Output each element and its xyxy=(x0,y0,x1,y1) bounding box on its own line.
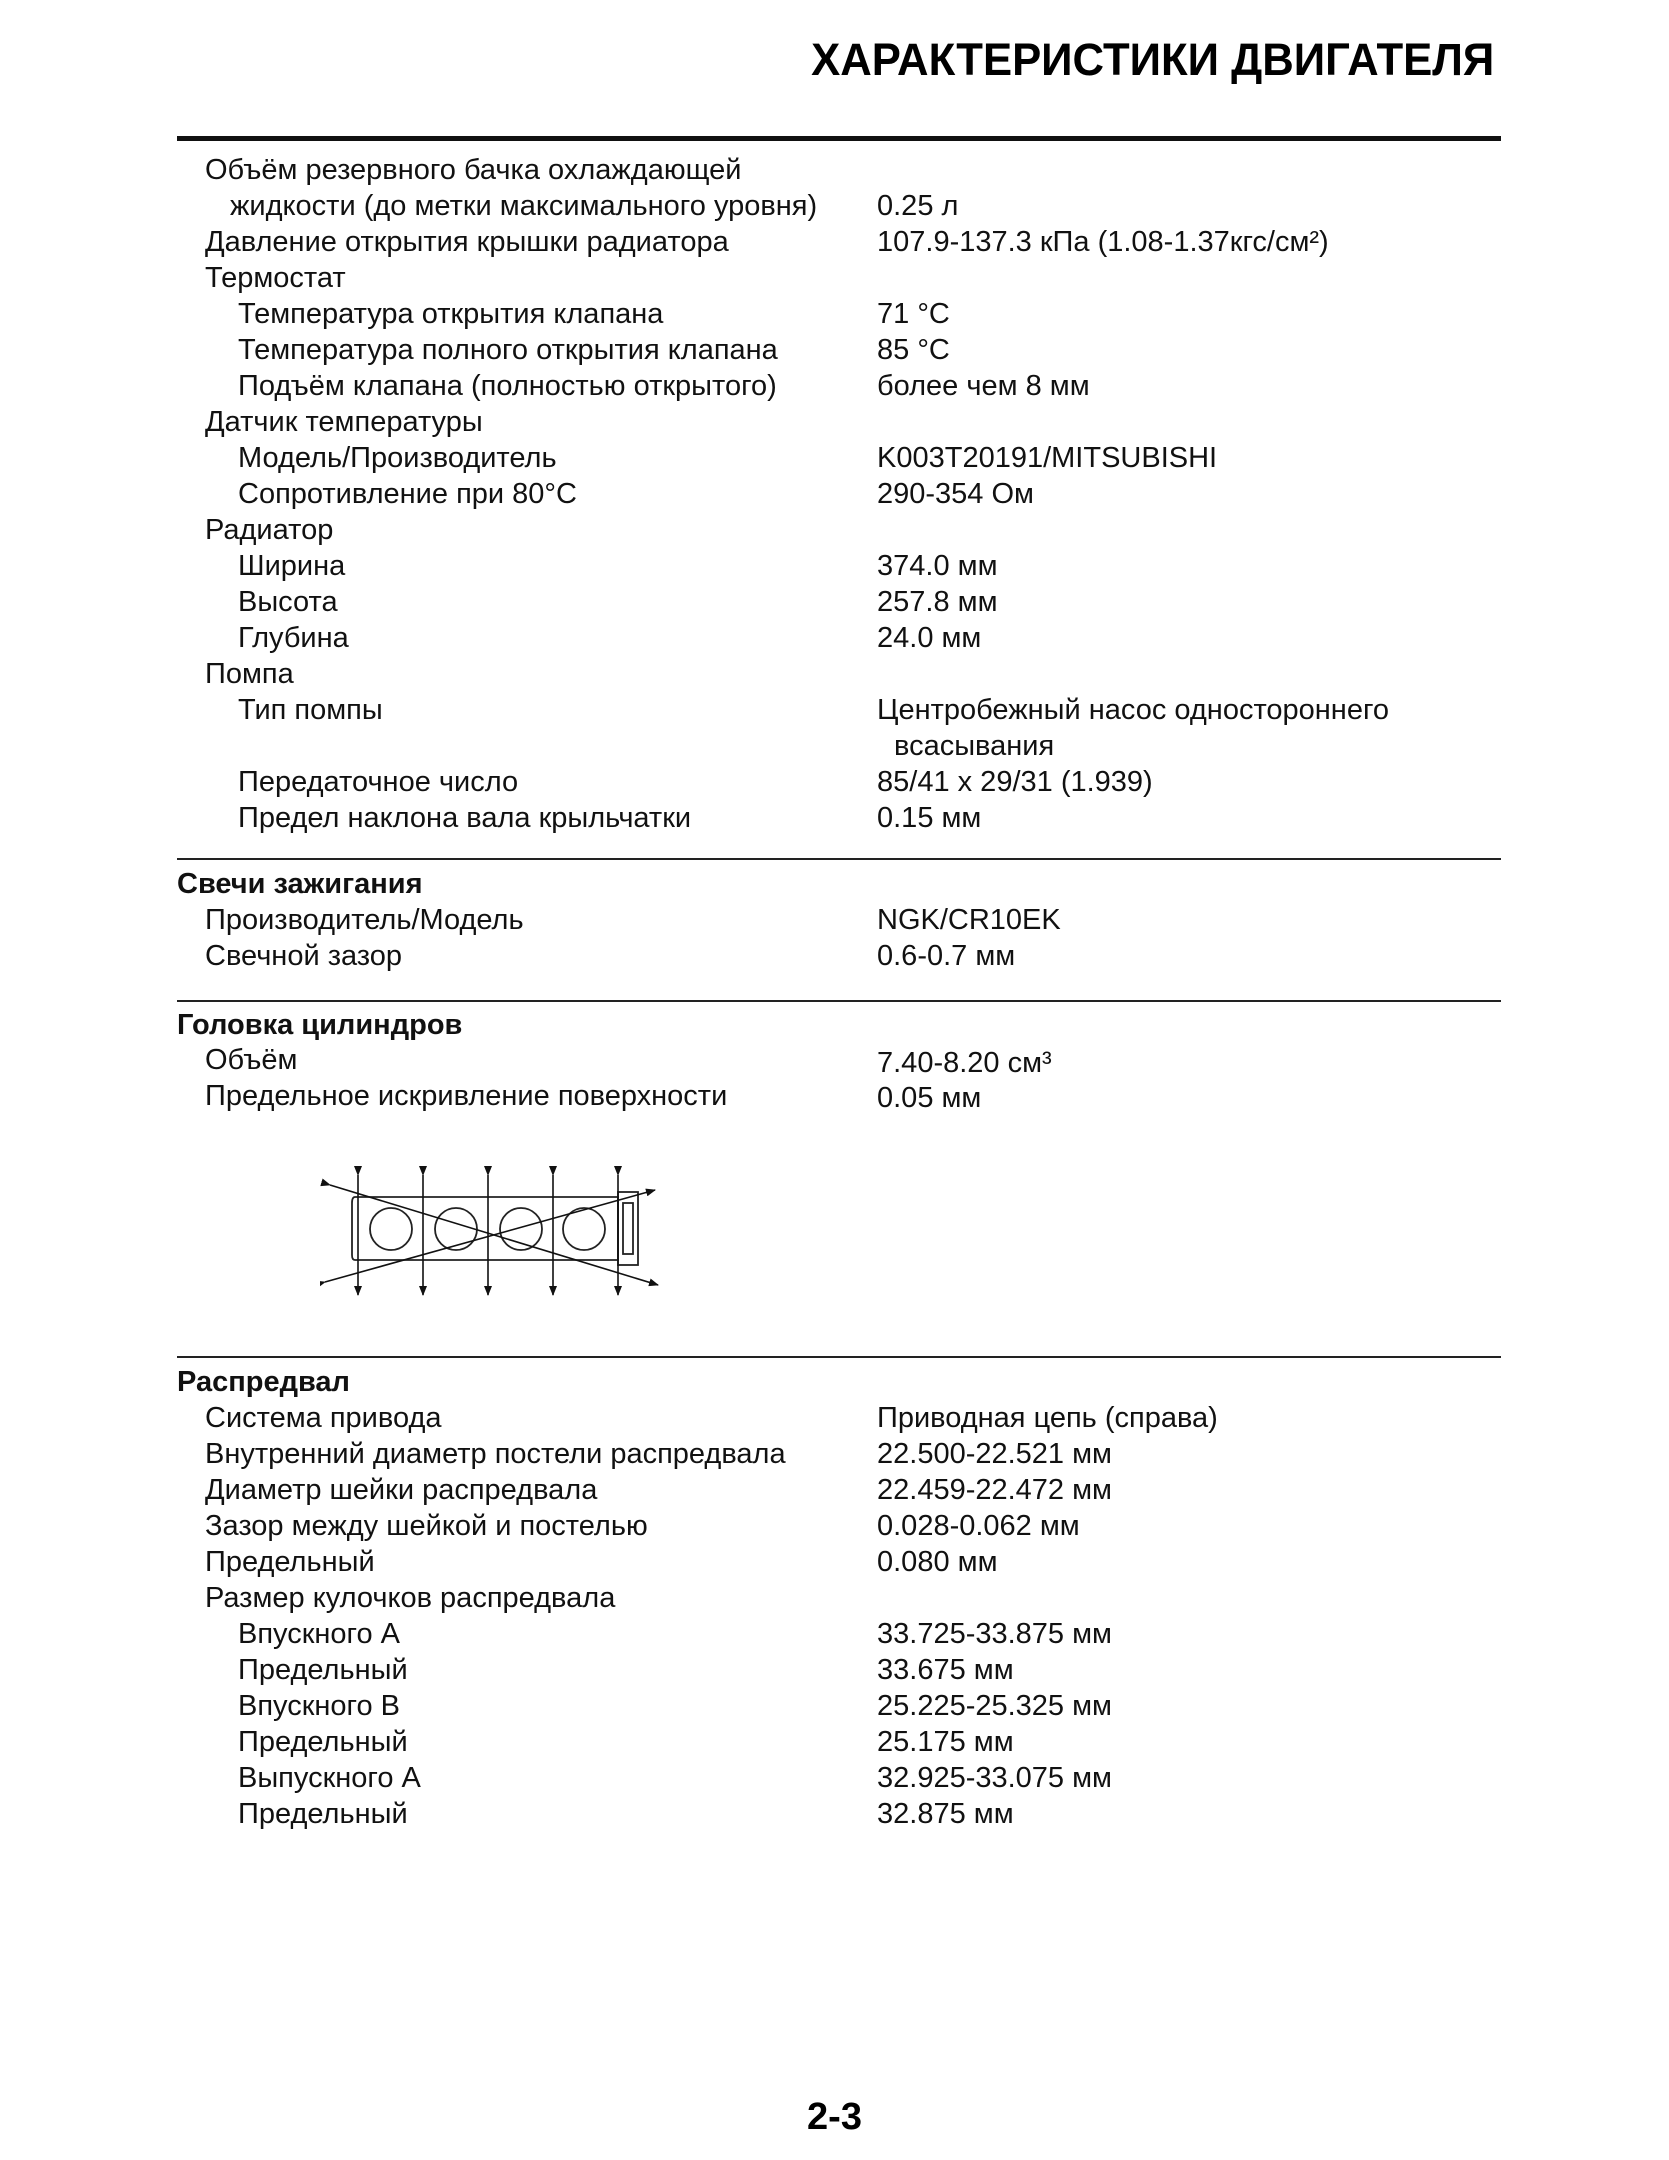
section-divider xyxy=(177,858,1501,860)
section-title: Головка цилиндров xyxy=(177,1009,463,1041)
spec-value: K003T20191/MITSUBISHI xyxy=(877,442,1218,474)
spec-row xyxy=(0,764,1669,800)
spec-value: 33.725-33.875 мм xyxy=(877,1618,1112,1650)
spec-label: Температура полного открытия клапана xyxy=(238,334,778,366)
spec-row xyxy=(0,296,1669,332)
section-heading xyxy=(0,1364,1669,1400)
spec-value: 33.675 мм xyxy=(877,1654,1014,1686)
chamber-2 xyxy=(435,1208,477,1250)
spec-row xyxy=(0,1652,1669,1688)
section-title: Распредвал xyxy=(177,1366,350,1398)
spec-value: 22.500-22.521 мм xyxy=(877,1438,1112,1470)
spec-label: Помпа xyxy=(205,658,294,690)
spec-row xyxy=(0,1760,1669,1796)
spec-group-heading xyxy=(0,512,1669,548)
spec-label: Ширина xyxy=(238,550,346,582)
spec-value: 25.175 мм xyxy=(877,1726,1014,1758)
spec-group-heading xyxy=(0,260,1669,296)
spec-label: Выпускного A xyxy=(238,1762,421,1794)
spec-row xyxy=(0,692,1669,728)
spec-label: Термостат xyxy=(205,262,346,294)
spec-row-continuation xyxy=(0,728,1669,764)
page-title: ХАРАКТЕРИСТИКИ ДВИГАТЕЛЯ xyxy=(810,34,1494,85)
spec-row xyxy=(0,902,1669,938)
spec-value: 32.925-33.075 мм xyxy=(877,1762,1112,1794)
spec-value: 0.25 л xyxy=(877,190,959,222)
spec-label: Тип помпы xyxy=(238,694,383,726)
spec-value: 374.0 мм xyxy=(877,550,998,582)
spec-label: Высота xyxy=(238,586,338,618)
spec-value: 85 °C xyxy=(877,334,950,366)
spec-row xyxy=(0,938,1669,974)
spec-row xyxy=(0,152,1669,188)
spec-label: Впускного A xyxy=(238,1618,401,1650)
spec-value: NGK/CR10EK xyxy=(877,904,1061,936)
spec-label: Температура открытия клапана xyxy=(238,298,664,330)
spec-value: 0.028-0.062 мм xyxy=(877,1510,1080,1542)
spec-label: Объём xyxy=(205,1044,298,1076)
spec-row xyxy=(0,800,1669,836)
page-number: 2-3 xyxy=(807,2096,862,2138)
spec-row xyxy=(0,1078,1669,1114)
section-divider xyxy=(177,1000,1501,1002)
spec-value: 7.40-8.20 см³ xyxy=(877,1047,1052,1079)
spec-label: Предельный xyxy=(238,1654,408,1686)
spec-label: Радиатор xyxy=(205,514,334,546)
spec-row xyxy=(0,548,1669,584)
spec-label: Предельный xyxy=(238,1798,408,1830)
spec-row xyxy=(0,188,1669,224)
spec-label: жидкости (до метки максимального уровня) xyxy=(230,190,818,222)
spec-value: 0.080 мм xyxy=(877,1546,998,1578)
spec-row xyxy=(0,1436,1669,1472)
spec-value: 0.6-0.7 мм xyxy=(877,940,1016,972)
spec-label: Производитель/Модель xyxy=(205,904,524,936)
head-end-slot xyxy=(623,1203,633,1254)
spec-label: Внутренний диаметр постели распредвала xyxy=(205,1438,786,1470)
spec-row xyxy=(0,1042,1669,1078)
spec-value: 32.875 мм xyxy=(877,1798,1014,1830)
spec-label: Подъём клапана (полностью открытого) xyxy=(238,370,777,402)
spec-value: 25.225-25.325 мм xyxy=(877,1690,1112,1722)
spec-value: 290-354 Ом xyxy=(877,478,1034,510)
spec-group-heading xyxy=(0,1580,1669,1616)
spec-label: Предельный xyxy=(205,1546,375,1578)
spec-row xyxy=(0,1472,1669,1508)
spec-value: 71 °C xyxy=(877,298,950,330)
spec-value: 85/41 x 29/31 (1.939) xyxy=(877,766,1153,798)
spec-group-heading xyxy=(0,404,1669,440)
spec-row xyxy=(0,440,1669,476)
spec-label: Сопротивление при 80°C xyxy=(238,478,577,510)
spec-value: более чем 8 мм xyxy=(877,370,1090,402)
spec-row xyxy=(0,620,1669,656)
spec-label: Предельный xyxy=(238,1726,408,1758)
spec-group-heading xyxy=(0,656,1669,692)
spec-label: Свечной зазор xyxy=(205,940,403,972)
spec-label: Предельное искривление поверхности xyxy=(205,1080,728,1112)
spec-label: Система привода xyxy=(205,1402,442,1434)
spec-row xyxy=(0,1508,1669,1544)
spec-row xyxy=(0,224,1669,260)
spec-value: 107.9-137.3 кПа (1.08-1.37кгс/см²) xyxy=(877,226,1329,258)
spec-row xyxy=(0,1616,1669,1652)
spec-value: 257.8 мм xyxy=(877,586,998,618)
spec-row xyxy=(0,1544,1669,1580)
spec-row xyxy=(0,368,1669,404)
spec-value: Центробежный насос одностороннего xyxy=(877,694,1390,726)
spec-value: 22.459-22.472 мм xyxy=(877,1474,1112,1506)
spec-row xyxy=(0,584,1669,620)
spec-label: Зазор между шейкой и постелью xyxy=(205,1510,648,1542)
spec-label: Давление открытия крышки радиатора xyxy=(205,226,729,258)
section-title: Свечи зажигания xyxy=(177,868,423,900)
spec-row xyxy=(0,332,1669,368)
spec-label: Модель/Производитель xyxy=(238,442,557,474)
title-divider xyxy=(177,136,1501,141)
spec-row xyxy=(0,1400,1669,1436)
spec-row xyxy=(0,1688,1669,1724)
spec-row xyxy=(0,1796,1669,1832)
spec-value: 24.0 мм xyxy=(877,622,982,654)
chamber-1 xyxy=(370,1208,412,1250)
spec-value: 0.05 мм xyxy=(877,1082,982,1114)
spec-label: Предел наклона вала крыльчатки xyxy=(238,802,692,834)
spec-label: Размер кулочков распредвала xyxy=(205,1582,616,1614)
spec-value: всасывания xyxy=(894,730,1055,762)
spec-label: Датчик температуры xyxy=(205,406,483,438)
spec-label: Глубина xyxy=(238,622,349,654)
spec-value: Приводная цепь (справа) xyxy=(877,1402,1218,1434)
spec-row xyxy=(0,1724,1669,1760)
spec-label: Впускного B xyxy=(238,1690,401,1722)
spec-row xyxy=(0,476,1669,512)
spec-value: 0.15 мм xyxy=(877,802,982,834)
cylinder-head-warpage-diagram-icon xyxy=(320,1155,670,1305)
spec-label: Передаточное число xyxy=(238,766,519,798)
section-heading xyxy=(0,1007,1669,1043)
section-divider xyxy=(177,1356,1501,1358)
spec-label: Объём резервного бачка охлаждающей xyxy=(205,154,742,186)
spec-label: Диаметр шейки распредвала xyxy=(205,1474,598,1506)
section-heading xyxy=(0,866,1669,902)
